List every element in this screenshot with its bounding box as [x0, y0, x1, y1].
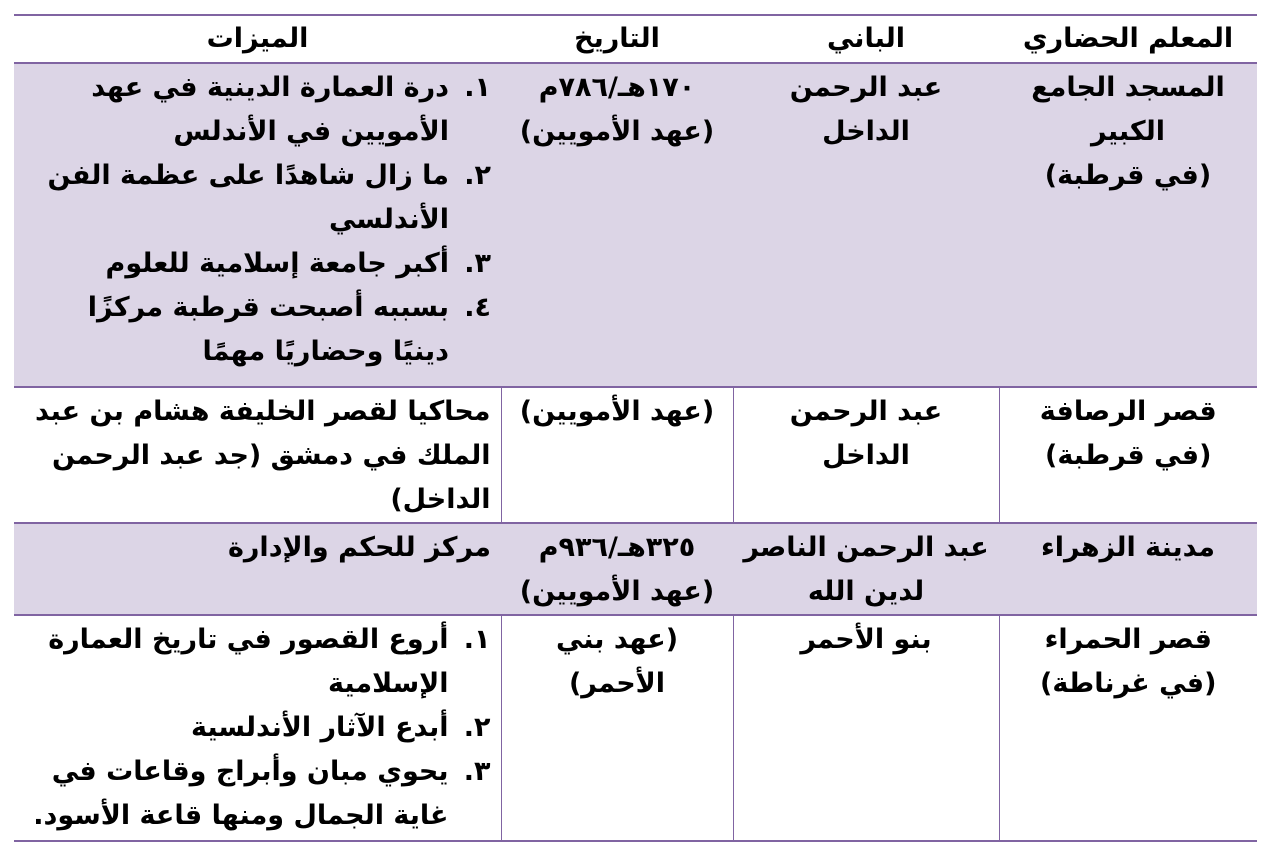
- date-cell: [501, 615, 733, 841]
- header-row: [14, 15, 1257, 63]
- landmarks-table-wrapper: [14, 14, 1257, 842]
- landmark-line: (في قرطبة): [1045, 440, 1212, 471]
- feature-item: [24, 286, 491, 374]
- date-cell: [501, 63, 733, 387]
- builder-cell: [733, 615, 999, 841]
- feature-item: [24, 618, 491, 706]
- landmark-line: مدينة الزهراء: [1040, 532, 1215, 563]
- date-line: (عهد الأمويين): [519, 116, 715, 147]
- landmark-line: المسجد الجامع: [1031, 72, 1225, 103]
- feature-text: يحوي مبان وأبراج وقاعات في غاية الجمال ومنها قاعة الأسود.: [33, 756, 449, 831]
- landmark-line: (في قرطبة): [1044, 160, 1212, 191]
- landmarks-table: [14, 14, 1257, 842]
- feature-item: [24, 750, 491, 838]
- date-line: (عهد بني الأحمر): [555, 624, 679, 699]
- table-row: [14, 63, 1257, 387]
- header-builder: الباني: [826, 23, 905, 54]
- feature-number: ٤.: [464, 292, 491, 323]
- feature-item: [24, 242, 491, 286]
- feature-text: أبدع الآثار الأندلسية: [190, 712, 449, 743]
- feature-text: بسببه أصبحت قرطبة مركزًا دينيًا وحضاريًا مهمًا: [87, 292, 449, 367]
- landmark-line: قصر الحمراء: [1044, 624, 1212, 655]
- landmark-cell: [999, 63, 1257, 387]
- builder-line: عبد الرحمن: [789, 72, 943, 103]
- table-row: [14, 615, 1257, 841]
- feature-number: ١.: [464, 72, 491, 103]
- features-list: [24, 618, 491, 838]
- landmark-cell: [999, 387, 1257, 523]
- date-line: ١٧٠هـ/٧٨٦م: [538, 72, 696, 103]
- date-line: (عهد الأمويين): [519, 576, 715, 607]
- builder-line: الداخل: [822, 440, 910, 471]
- header-landmark: المعلم الحضاري: [1022, 23, 1234, 54]
- builder-line: بنو الأحمر: [800, 624, 932, 655]
- landmark-line: الكبير: [1091, 116, 1165, 147]
- date-cell: [501, 387, 733, 523]
- features-cell: [14, 523, 501, 615]
- table-row: [14, 387, 1257, 523]
- table-row: [14, 523, 1257, 615]
- feature-text: مركز للحكم والإدارة: [227, 532, 491, 563]
- builder-line: عبد الرحمن الناصر: [743, 532, 989, 563]
- feature-text: درة العمارة الدينية في عهد الأمويين في الأندلس: [91, 72, 449, 147]
- features-cell: [14, 387, 501, 523]
- builder-cell: [733, 387, 999, 523]
- feature-item: [24, 154, 491, 242]
- landmark-line: (في غرناطة): [1040, 668, 1217, 699]
- builder-line: عبد الرحمن: [789, 396, 943, 427]
- features-cell: [14, 615, 501, 841]
- feature-text: أروع القصور في تاريخ العمارة الإسلامية: [48, 624, 449, 699]
- feature-number: ٣.: [463, 756, 491, 787]
- feature-text: محاكيا لقصر الخليفة هشام بن عبد الملك في دمشق (جد عبد الرحمن الداخل): [35, 396, 491, 515]
- builder-line: الداخل: [822, 116, 910, 147]
- header-features: الميزات: [206, 23, 309, 54]
- header-date: التاريخ: [574, 23, 660, 54]
- feature-number: ٣.: [464, 248, 491, 279]
- feature-number: ٢.: [463, 712, 491, 743]
- features-list: [24, 66, 491, 374]
- builder-cell: [733, 63, 999, 387]
- feature-number: ١.: [463, 624, 491, 655]
- landmark-cell: [999, 523, 1257, 615]
- feature-item: [24, 706, 491, 750]
- feature-number: ٢.: [464, 160, 491, 191]
- builder-line: لدين الله: [807, 576, 925, 607]
- date-line: (عهد الأمويين): [519, 396, 715, 427]
- feature-text: أكبر جامعة إسلامية للعلوم: [105, 248, 449, 279]
- builder-cell: [733, 523, 999, 615]
- feature-text: ما زال شاهدًا على عظمة الفن الأندلسي: [47, 160, 449, 235]
- feature-item: [24, 66, 491, 154]
- date-line: ٣٢٥هـ/٩٣٦م: [538, 532, 696, 563]
- features-cell: [14, 63, 501, 387]
- landmark-line: قصر الرصافة: [1039, 396, 1217, 427]
- date-cell: [501, 523, 733, 615]
- landmark-cell: [999, 615, 1257, 841]
